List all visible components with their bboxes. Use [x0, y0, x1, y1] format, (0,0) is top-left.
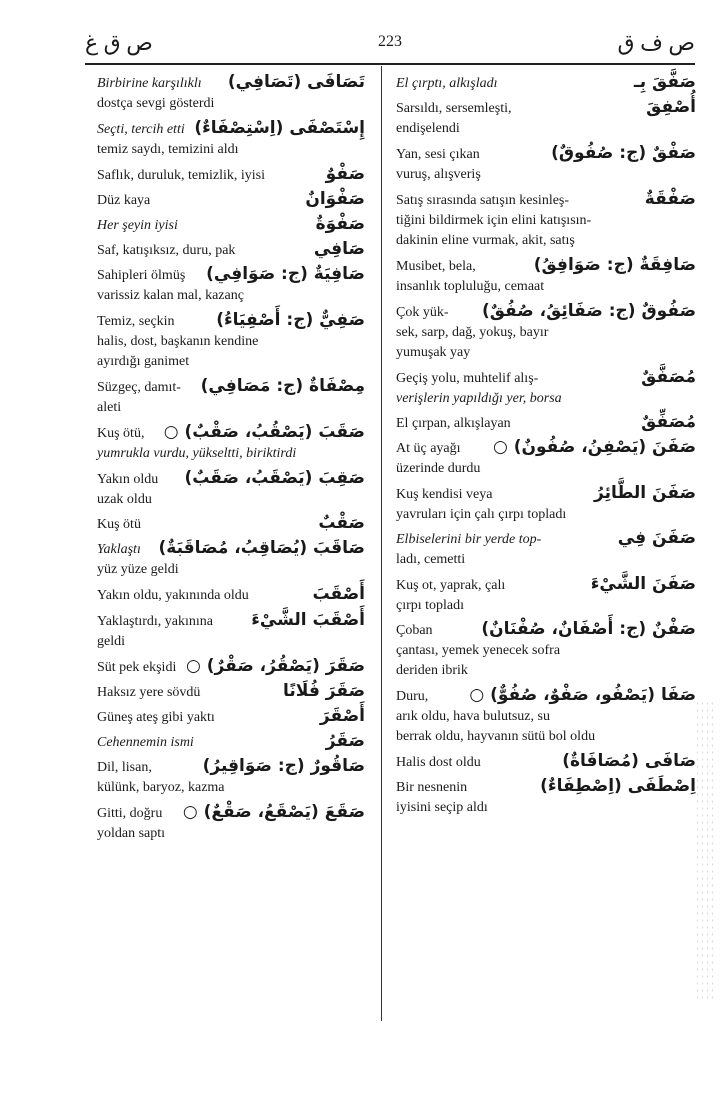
dictionary-entry — [97, 266, 365, 306]
dictionary-entry — [97, 166, 365, 186]
entry-text: El çırpan, alkışlayan — [396, 416, 511, 431]
entry-text: endişelendi — [396, 121, 460, 136]
entry-text: verişlerin yapıldığı yer, borsa — [396, 391, 562, 406]
dictionary-entry — [97, 241, 365, 261]
dictionary-entry — [396, 191, 696, 251]
left-column — [97, 74, 365, 849]
entry-text: Güneş ateş gibi yaktı — [97, 710, 215, 725]
dictionary-entry — [97, 120, 365, 160]
entry-text: varissiz kalan mal, kazanç — [97, 288, 244, 303]
arabic-headword: صَاقُورٌ (ج: صَوَاقِيرُ) — [202, 756, 365, 776]
entry-text: Dil, lisan, — [97, 760, 152, 775]
entry-text: berrak oldu, hayvanın sütü bol oldu — [396, 729, 596, 744]
arabic-headword: صَقَرَ فُلَانًا — [283, 681, 365, 701]
dictionary-entry — [97, 515, 365, 535]
header-rule — [85, 63, 695, 65]
arabic-headword: صَافِيَةٌ (ج: صَوَافِي) — [206, 264, 365, 284]
entry-text: tiğini bildirmek için elini katışısın- — [396, 213, 592, 228]
arabic-headword: صَقْبٌ — [318, 513, 365, 533]
entry-text: arık oldu, hava bulutsuz, su — [396, 709, 550, 724]
entry-text: Birbirine karşılıklı — [97, 76, 202, 91]
entry-text: Süzgeç, damıt- — [97, 380, 181, 395]
entry-text: Gitti, doğru — [97, 806, 163, 821]
arabic-headword: صَفَنَ الطَّائِرُ — [594, 483, 696, 503]
arabic-headword: صَقِبَ (يَصْقَبُ، صَقَبٌ) — [184, 468, 365, 488]
entry-text: Geçiş yolu, muhtelif alış- — [396, 371, 539, 386]
arabic-headword: أَصْقَبَ — [312, 584, 365, 604]
dictionary-entry — [97, 804, 365, 844]
entry-text: Çoban — [396, 623, 433, 638]
column-divider — [381, 66, 382, 1021]
dictionary-entry — [97, 312, 365, 372]
entry-text: yoldan saptı — [97, 826, 166, 841]
entry-text: yüz yüze geldi — [97, 562, 179, 577]
entry-text: Kuş ötü — [97, 517, 141, 532]
dictionary-entry — [97, 74, 365, 114]
arabic-headword: صَقَبَ (يَصْقُبُ، صَقْبٌ) ○ — [163, 422, 365, 442]
entry-text: At üç ayağı — [396, 441, 461, 456]
dictionary-entry — [97, 758, 365, 798]
entry-text: Her şeyin iyisi — [97, 218, 178, 233]
arabic-headword: صَقَرُ — [325, 731, 365, 751]
arabic-headword: صَفَّقَ بِـ — [633, 72, 696, 92]
entry-text: Saflık, duruluk, temizlik, iyisi — [97, 168, 265, 183]
entry-text: Bir nesnenin — [396, 780, 468, 795]
dictionary-entry — [396, 414, 696, 434]
entry-text: insanlık topluluğu, cemaat — [396, 279, 545, 294]
entry-text: Elbiselerini bir yerde top- — [396, 532, 542, 547]
dictionary-entry — [396, 530, 696, 570]
dictionary-entry — [97, 612, 365, 652]
arabic-headword: إِسْتَصْفَى (اِسْتِصْفَاءٌ) — [194, 118, 365, 138]
arabic-headword: مُصَفَّقٌ — [641, 367, 696, 387]
header-letters-right: ص ف ق — [617, 30, 695, 55]
dictionary-entry — [396, 145, 696, 185]
dictionary-entry — [97, 683, 365, 703]
dictionary-entry — [97, 733, 365, 753]
entry-text: Cehennemin ismi — [97, 735, 194, 750]
arabic-headword: صَافِقَةٌ (ج: صَوَافِقُ) — [533, 255, 696, 275]
dictionary-entry — [396, 303, 696, 363]
entry-text: Halis dost oldu — [396, 755, 481, 770]
arabic-headword: صَفَا (يَصْفُو، صَفْوٌ، صُفُوٌّ) ○ — [469, 685, 696, 705]
entry-text: Yakın oldu — [97, 472, 159, 487]
dictionary-entry — [396, 485, 696, 525]
arabic-headword: أُصْفِقَ — [646, 97, 696, 117]
entry-text: Musibet, bela, — [396, 259, 476, 274]
dictionary-entry — [97, 658, 365, 678]
arabic-headword: صَفْقٌ (ج: صُفُوقٌ) — [551, 143, 696, 163]
dictionary-entry — [396, 753, 696, 773]
entry-text: üzerinde durdu — [396, 461, 481, 476]
entry-text: yumuşak yay — [396, 345, 471, 360]
dictionary-entry — [97, 586, 365, 606]
page-number: 223 — [378, 33, 402, 50]
arabic-headword: صَفْوَانٌ — [305, 189, 365, 209]
entry-text: iyisini seçip aldı — [396, 800, 488, 815]
entry-text: Haksız yere sövdü — [97, 685, 201, 700]
arabic-headword: صَافَى (مُصَافَاةٌ) — [562, 751, 696, 771]
dictionary-entry — [97, 424, 365, 464]
arabic-headword: أَصْقَرَ — [319, 706, 365, 726]
entry-text: temiz saydı, temizini aldı — [97, 142, 239, 157]
arabic-headword: صَقَعَ (يَصْقَعُ، صَقْعٌ) ○ — [182, 802, 365, 822]
header-letters-left: ص ق غ — [85, 30, 153, 55]
entry-text: dakinin eline vurmak, akit, satış — [396, 233, 575, 248]
entry-text: Yaklaştı — [97, 542, 141, 557]
arabic-headword: صَفَنَ الشَّيْءَ — [590, 574, 696, 594]
entry-text: El çırptı, alkışladı — [396, 76, 498, 91]
dictionary-entry — [396, 576, 696, 616]
entry-text: yavruları için çalı çırpı topladı — [396, 507, 567, 522]
entry-text: uzak oldu — [97, 492, 152, 507]
dictionary-entry — [97, 540, 365, 580]
entry-text: sek, sarp, dağ, yokuş, bayır — [396, 325, 549, 340]
arabic-headword: مُصَفِّقٌ — [641, 412, 696, 432]
entry-text: ladı, cemetti — [396, 552, 466, 567]
dictionary-entry — [396, 687, 696, 747]
dictionary-entry — [396, 621, 696, 681]
arabic-headword: تَصَافَى (تَصَافِي) — [227, 72, 365, 92]
entry-text: Kuş ötü, — [97, 426, 145, 441]
arabic-headword: اِصْطَفَى (اِصْطِفَاءٌ) — [540, 776, 696, 796]
arabic-headword: صَقَرَ (يَصْقُرُ، صَقْرٌ) ○ — [185, 656, 365, 676]
entry-text: Çok yük- — [396, 305, 449, 320]
arabic-headword: صَفْوَةٌ — [315, 214, 365, 234]
entry-text: Duru, — [396, 689, 429, 704]
entry-text: aleti — [97, 400, 122, 415]
arabic-headword: مِصْفَاةٌ (ج: مَصَافِي) — [200, 376, 365, 396]
arabic-headword: صَفَنَ فِي — [617, 528, 696, 548]
entry-text: Süt pek ekşidi — [97, 660, 177, 675]
arabic-headword: صَفُوقٌ (ج: صَفَائِقُ، صُفُقٌ) — [481, 301, 696, 321]
entry-text: Yan, sesi çıkan — [396, 147, 480, 162]
entry-text: Seçti, tercih etti — [97, 122, 185, 137]
entry-text: külünk, baryoz, kazma — [97, 780, 225, 795]
entry-text: Sarsıldı, sersemleşti, — [396, 101, 512, 116]
arabic-headword: صَفْوٌ — [325, 164, 365, 184]
entry-text: Saf, katışıksız, duru, pak — [97, 243, 236, 258]
entry-text: dostça sevgi gösterdi — [97, 96, 215, 111]
page-header — [85, 30, 695, 64]
scan-noise — [695, 700, 715, 1000]
arabic-headword: أَصْقَبَ الشَّيْءَ — [251, 610, 365, 630]
entry-text: çantası, yemek yenecek sofra — [396, 643, 561, 658]
dictionary-entry — [97, 378, 365, 418]
entry-text: Kuş kendisi veya — [396, 487, 493, 502]
arabic-headword: صَاقَبَ (يُصَاقِبُ، مُصَاقَبَةٌ) — [158, 538, 365, 558]
entry-text: geldi — [97, 634, 125, 649]
dictionary-entry — [97, 708, 365, 728]
dictionary-entry — [396, 439, 696, 479]
dictionary-entry — [396, 778, 696, 818]
entry-text: çırpı topladı — [396, 598, 465, 613]
entry-text: Sahipleri ölmüş — [97, 268, 186, 283]
entry-text: Temiz, seçkin — [97, 314, 175, 329]
arabic-headword: صَفَنَ (يَصْفِنُ، صُفُونٌ) ○ — [492, 437, 696, 457]
arabic-headword: صَفْقَةٌ — [644, 189, 696, 209]
dictionary-entry — [396, 99, 696, 139]
entry-text: Yaklaştırdı, yakınına — [97, 614, 214, 629]
entry-text: yumrukla vurdu, yükseltti, biriktirdi — [97, 446, 297, 461]
dictionary-entry — [396, 74, 696, 94]
arabic-headword: صَفْنٌ (ج: أَصْفَانٌ، صُفْنَانٌ) — [481, 619, 696, 639]
entry-text: deriden ibrik — [396, 663, 468, 678]
entry-text: Satış sırasında satışın kesinleş- — [396, 193, 570, 208]
entry-text: Kuş ot, yaprak, çalı — [396, 578, 506, 593]
dictionary-entry — [396, 257, 696, 297]
dictionary-entry — [396, 369, 696, 409]
entry-text: Düz kaya — [97, 193, 151, 208]
entry-text: vuruş, alışveriş — [396, 167, 481, 182]
arabic-headword: صَفِيٌّ (ج: أَصْفِيَاءُ) — [216, 310, 365, 330]
dictionary-entry — [97, 216, 365, 236]
right-column — [396, 74, 696, 823]
entry-text: ayırdığı ganimet — [97, 354, 190, 369]
entry-text: Yakın oldu, yakınında oldu — [97, 588, 249, 603]
dictionary-entry — [97, 470, 365, 510]
arabic-headword: صَافِي — [313, 239, 365, 259]
dictionary-entry — [97, 191, 365, 211]
entry-text: halis, dost, başkanın kendine — [97, 334, 259, 349]
